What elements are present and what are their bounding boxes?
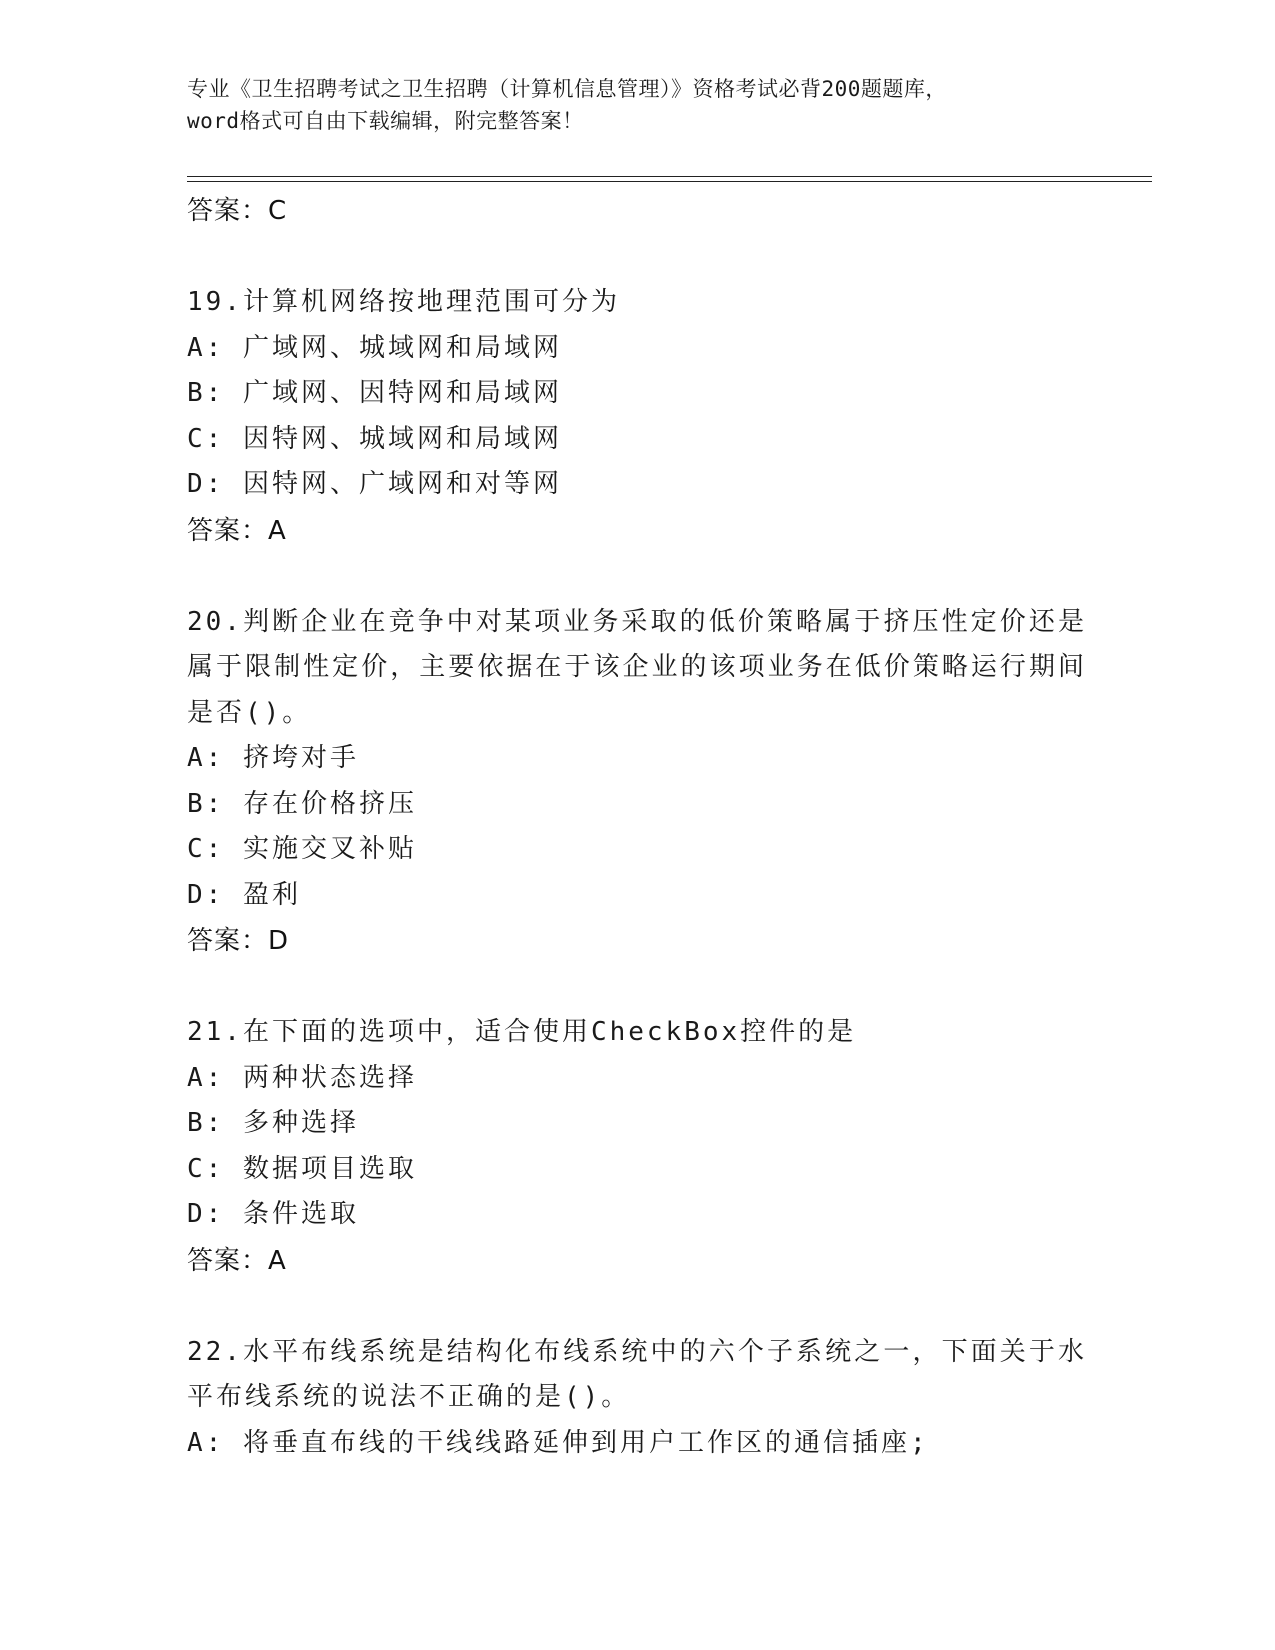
header-divider-top: [187, 176, 1152, 177]
page-header: [187, 73, 1087, 137]
answer: 答案：A: [187, 515, 287, 546]
option-d: D: 因特网、广域网和对等网: [187, 469, 562, 499]
option-a: A: 挤垮对手: [187, 743, 359, 773]
option-a: A: 将垂直布线的干线线路延伸到用户工作区的通信插座;: [187, 1427, 929, 1458]
question-text: 20.判断企业在竞争中对某项业务采取的低价策略属于挤压性定价还是属于限制性定价，主要依据在于该企业的该项业务在低价策略运行期间是否()。: [187, 606, 1087, 728]
question-20: [187, 600, 1087, 965]
option-c: C: 因特网、城域网和局域网: [187, 423, 562, 454]
question-text: 21.在下面的选项中，适合使用CheckBox控件的是: [187, 1017, 857, 1047]
header-line-2: word格式可自由下载编辑，附完整答案！: [187, 109, 584, 133]
option-a: A: 广域网、城域网和局域网: [187, 332, 562, 363]
option-c: C: 数据项目选取: [187, 1153, 417, 1184]
option-b: B: 存在价格挤压: [187, 788, 417, 819]
option-a: A: 两种状态选择: [187, 1062, 417, 1093]
header-line-1: 专业《卫生招聘考试之卫生招聘（计算机信息管理）》资格考试必背200题题库，: [187, 77, 947, 101]
previous-answer: 答案：C: [187, 196, 288, 226]
option-b: B: 广域网、因特网和局域网: [187, 378, 562, 408]
question-text: 19.计算机网络按地理范围可分为: [187, 287, 620, 317]
question-text: 22.水平布线系统是结构化布线系统中的六个子系统之一，下面关于水平布线系统的说法不正确的是()。: [187, 1336, 1087, 1412]
question-22: [187, 1330, 1087, 1467]
option-b: B: 多种选择: [187, 1108, 359, 1138]
option-d: D: 盈利: [187, 879, 301, 910]
answer: 答案：A: [187, 1245, 287, 1276]
question-list: [187, 188, 1087, 1466]
question-19: [187, 280, 1087, 554]
question-21: [187, 1010, 1087, 1284]
option-d: D: 条件选取: [187, 1199, 359, 1229]
answer: 答案：D: [187, 926, 290, 956]
header-divider-bottom: [187, 181, 1152, 182]
option-c: C: 实施交叉补贴: [187, 834, 417, 864]
